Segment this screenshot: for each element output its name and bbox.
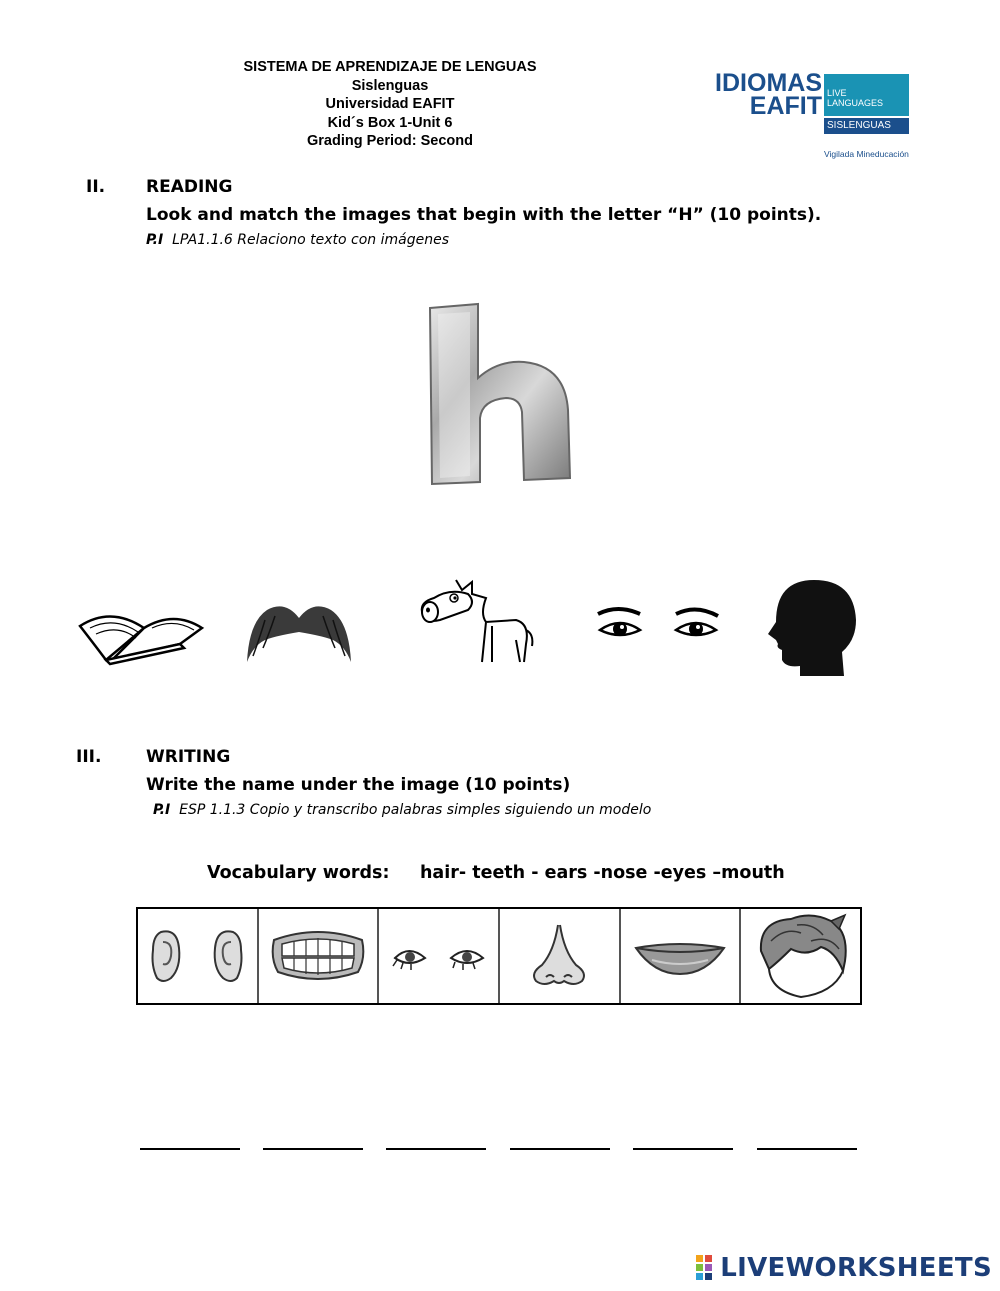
book-icon: [76, 598, 206, 668]
writing-title: WRITING: [146, 747, 231, 767]
mouth-icon: [632, 936, 728, 976]
logo-line2: EAFIT: [749, 92, 822, 120]
answer-blank[interactable]: [633, 1132, 733, 1150]
answer-blank[interactable]: [510, 1132, 610, 1150]
reading-instruction: Look and match the images that begin with the letter “H” (10 points).: [146, 205, 822, 225]
idiomas-eafit-logo: [700, 68, 915, 163]
table-cell: [379, 909, 500, 1003]
writing-pi: [153, 802, 651, 818]
table-cell: [741, 909, 860, 1003]
header-line: Universidad EAFIT: [325, 96, 455, 112]
liveworksheets-logo: [694, 1253, 992, 1283]
pi-label: P.I: [146, 232, 164, 248]
ears-icon: [147, 926, 247, 986]
document-header: [160, 58, 620, 151]
image-table: [136, 907, 862, 1005]
header-line: SISTEMA DE APRENDIZAJE DE LENGUAS: [243, 59, 537, 75]
reading-pi: [146, 232, 449, 248]
letter-h-icon: [420, 300, 580, 490]
vocabulary-words: [207, 863, 785, 883]
table-cell: [621, 909, 742, 1003]
logo-tag2: LANGUAGES: [827, 98, 884, 108]
vocab-list: hair- teeth - ears -nose -eyes –mouth: [419, 863, 785, 883]
pi-text: LPA1.1.6 Relaciono texto con imágenes: [172, 232, 450, 248]
answer-blank[interactable]: [757, 1132, 857, 1150]
head-icon: [766, 578, 858, 678]
logo-line1: IDIOMAS: [715, 69, 822, 97]
vocab-label: Vocabulary words:: [207, 863, 390, 883]
header-line: Kid´s Box 1-Unit 6: [327, 114, 453, 131]
teeth-icon: [268, 928, 368, 984]
reading-title: READING: [146, 177, 233, 197]
horse-icon: [416, 574, 536, 666]
header-line: Grading Period: Second: [307, 133, 473, 149]
liveworksheets-text: LIVEWORKSHEETS: [720, 1253, 992, 1283]
answer-blank[interactable]: [263, 1132, 363, 1150]
logo-tag3: SISLENGUAS: [824, 118, 909, 134]
answer-blank[interactable]: [386, 1132, 486, 1150]
pi-label: P.I: [153, 802, 171, 818]
logo-tag1: LIVE: [827, 88, 847, 98]
eyes-icon: [596, 606, 726, 648]
table-cell: [259, 909, 380, 1003]
logo-footer: Vigilada Mineducación: [824, 149, 909, 159]
hair-icon: [751, 911, 851, 1001]
pi-text: ESP 1.1.3 Copio y transcribo palabras simples siguiendo un modelo: [179, 802, 652, 818]
moustache-icon: [245, 600, 353, 668]
liveworksheets-icon: [694, 1253, 720, 1283]
answer-blank[interactable]: [140, 1132, 240, 1150]
logo-tag-box: [824, 74, 909, 116]
nose-icon: [524, 921, 594, 991]
writing-instruction: Write the name under the image (10 points): [146, 775, 571, 795]
table-cell: [138, 909, 259, 1003]
eyes-icon: [389, 936, 489, 976]
writing-number: III.: [76, 747, 102, 767]
reading-number: II.: [86, 177, 106, 197]
table-cell: [500, 909, 621, 1003]
header-line: Sislenguas: [351, 77, 429, 94]
